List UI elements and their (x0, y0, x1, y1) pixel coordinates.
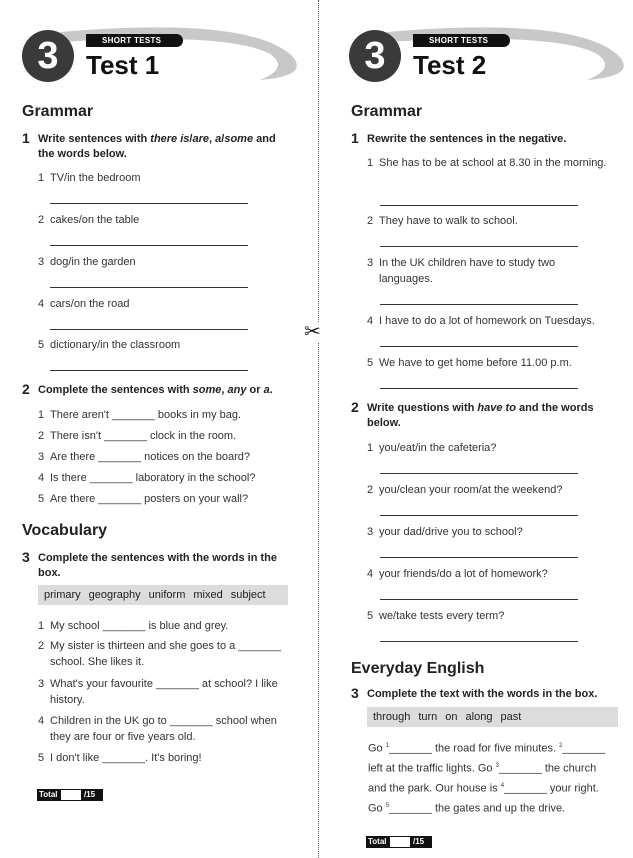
unit-number-badge: 3 (349, 30, 401, 82)
test1-q1-item: 5 dictionary/in the classroom (38, 339, 181, 351)
answer-line[interactable] (50, 287, 248, 288)
box-word: primary (44, 589, 81, 601)
test2-text-line: Go $^1$_______ the road for five minutes. $^2$_______ (368, 742, 606, 755)
test1-q2-item: 5 Are there _______ posters on your wall? (38, 493, 249, 505)
test2-q2-instruction: 2 Write questions with have to and the words below. (351, 399, 594, 429)
test1-q3-item: 1 My school _______ is blue and grey. (38, 620, 229, 632)
test2-q1-item: 5 We have to get home before 11.00 p.m. (367, 357, 572, 369)
test1-q2-item: 3 Are there _______ notices on the board? (38, 451, 250, 463)
cut-line (318, 0, 319, 858)
test2-q3-instruction: 3 Complete the text with the words in the box. (351, 685, 598, 701)
short-tests-tag: SHORT TESTS (86, 34, 183, 47)
test1-q2-item: 4 Is there _______ laboratory in the school? (38, 472, 256, 484)
answer-line[interactable] (380, 388, 578, 389)
test2-q1-item: 4 I have to do a lot of homework on Tuesdays. (367, 315, 595, 327)
test1-q1-item: 1 TV/in the bedroom (38, 172, 141, 184)
test2-header (347, 20, 633, 92)
box-word: mixed (193, 589, 223, 601)
test1-title: Test 1 (86, 50, 160, 80)
box-word: uniform (148, 589, 186, 601)
answer-line[interactable] (380, 641, 578, 642)
answer-line[interactable] (50, 370, 248, 371)
test2-everyday-english-heading: Everyday English (351, 660, 485, 677)
answer-line[interactable] (380, 346, 578, 347)
box-word: through (373, 711, 411, 723)
test1-q3-item: 4 Children in the UK go to _______ school when they are four or five years old. (38, 715, 277, 743)
test1-q3-item: 5 I don't like _______. It's boring! (38, 752, 202, 764)
box-word: along (465, 711, 493, 723)
answer-line[interactable] (50, 329, 248, 330)
test2-text-line: and the park. Our house is $^4$_______ your right. (368, 782, 599, 795)
test1-q1-item: 4 cars/on the road (38, 298, 130, 310)
box-word: subject (230, 589, 266, 601)
test2-q1-item: 3 In the UK children have to study two languages. (367, 257, 556, 285)
test1-q1-item: 2 cakes/on the table (38, 214, 140, 226)
test1-q1-instruction: 1 Write sentences with there is/are, a/some and the words below. (22, 130, 276, 160)
test1-grammar-heading: Grammar (22, 103, 94, 120)
test2-word-box (367, 707, 618, 727)
answer-line[interactable] (50, 203, 248, 204)
test1-vocabulary-heading: Vocabulary (22, 522, 108, 539)
test2-total-box: Total /15 (366, 836, 432, 848)
box-word: past (500, 711, 522, 723)
test2-q1-instruction: 1 Rewrite the sentences in the negative. (351, 130, 567, 146)
score-field[interactable] (390, 837, 410, 847)
answer-line[interactable] (380, 515, 578, 516)
test1-q2-item: 2 There isn't _______ clock in the room. (38, 430, 237, 442)
box-word: turn (418, 711, 438, 723)
test2-text-line: left at the traffic lights. Go $^3$_______ the church (368, 762, 597, 775)
test1-total-box: Total /15 (37, 789, 103, 801)
test1-q3-instruction: 3 Complete the sentences with the words in the box. (22, 549, 277, 579)
answer-line[interactable] (380, 205, 578, 206)
short-tests-tag: SHORT TESTS (413, 34, 510, 47)
test2-q2-item: 1 you/eat/in the cafeteria? (367, 442, 497, 454)
box-word: on (445, 711, 458, 723)
test1-q3-item: 3 What's your favourite _______ at school? I like history. (38, 678, 278, 706)
box-word: geography (88, 589, 141, 601)
test2-q2-item: 2 you/clean your room/at the weekend? (367, 484, 563, 496)
test2-q2-item: 4 your friends/do a lot of homework? (367, 568, 548, 580)
answer-line[interactable] (380, 473, 578, 474)
test1-word-box (38, 585, 288, 605)
answer-line[interactable] (380, 304, 578, 305)
test2-title: Test 2 (413, 50, 487, 80)
unit-number-badge: 3 (22, 30, 74, 82)
scissors-icon: ✂ (304, 321, 321, 343)
test2-q1-item: 2 They have to walk to school. (367, 215, 518, 227)
answer-line[interactable] (50, 245, 248, 246)
test1-q3-item: 2 My sister is thirteen and she goes to a _______ school. She likes it. (38, 640, 282, 668)
answer-line[interactable] (380, 599, 578, 600)
test1-q1-item: 3 dog/in the garden (38, 256, 136, 268)
test2-q1-item: 1 She has to be at school at 8.30 in the morning. (367, 157, 607, 169)
test2-text-line: Go $^5$_______ the gates and up the drive. (368, 802, 566, 815)
test2-q2-item: 5 we/take tests every term? (367, 610, 505, 622)
test1-q2-instruction: 2 Complete the sentences with some, any or a. (22, 381, 273, 397)
test1-header (20, 20, 320, 92)
test2-grammar-heading: Grammar (351, 103, 423, 120)
answer-line[interactable] (380, 246, 578, 247)
test1-q2-item: 1 There aren't _______ books in my bag. (38, 409, 242, 421)
answer-line[interactable] (380, 557, 578, 558)
test2-q2-item: 3 your dad/drive you to school? (367, 526, 523, 538)
score-field[interactable] (61, 790, 81, 800)
